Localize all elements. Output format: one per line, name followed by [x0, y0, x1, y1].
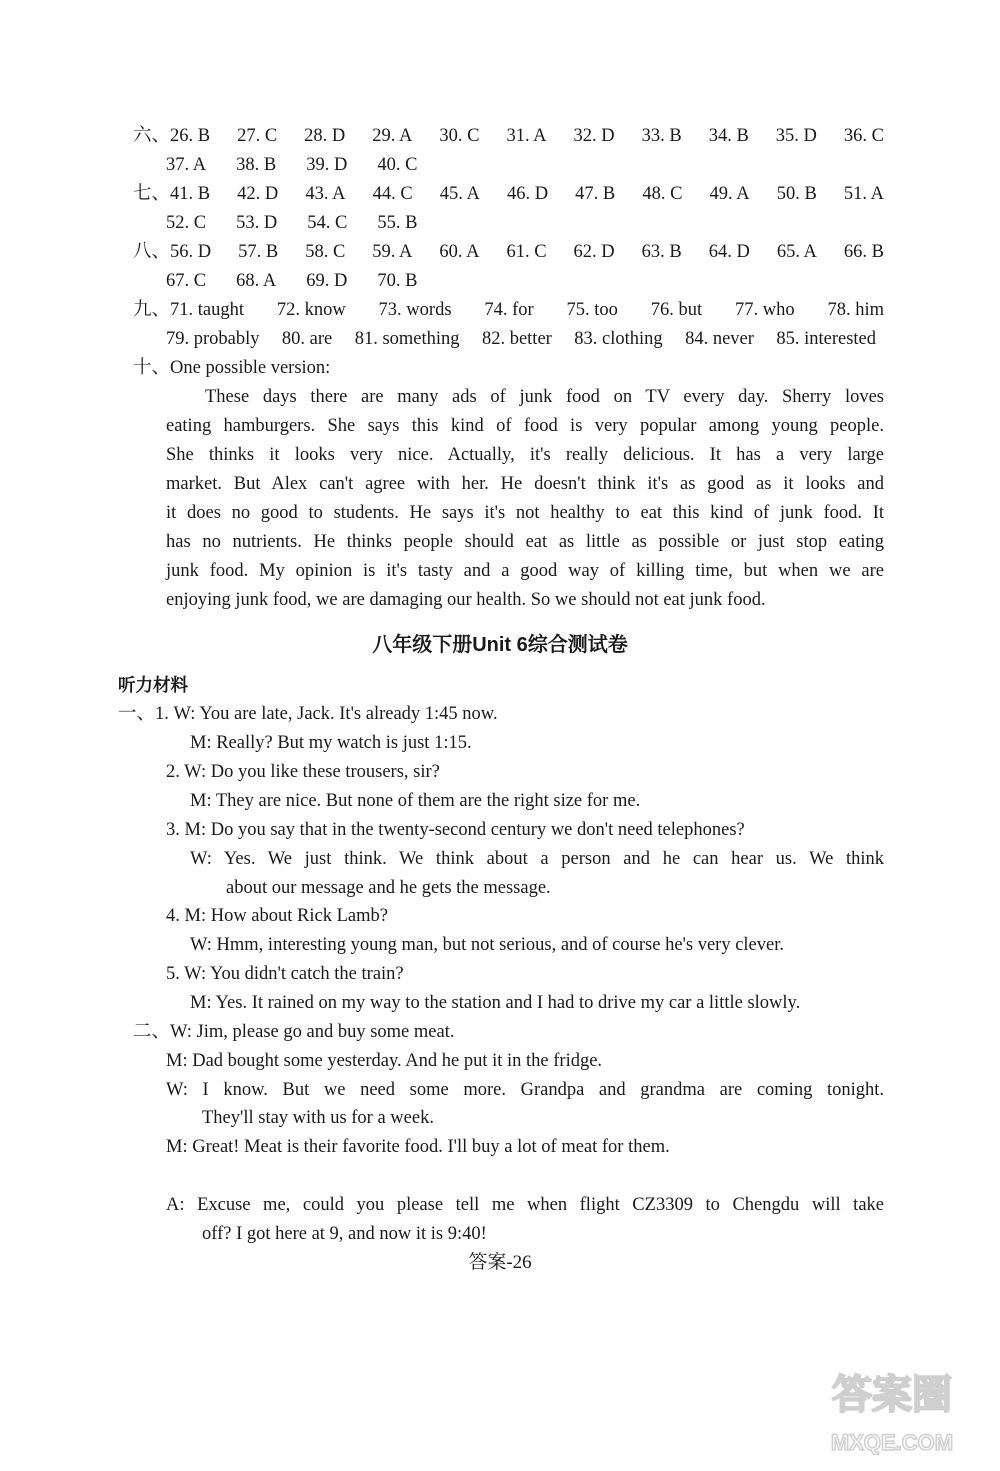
section-title: 八年级下册Unit 6综合测试卷 — [372, 634, 628, 656]
answer-item: 45. A — [439, 184, 480, 204]
answer-item: 32. D — [573, 126, 615, 146]
answer-item: 47. B — [575, 184, 616, 204]
answer-item: 35. D — [775, 126, 817, 146]
answer-item: 64. D — [708, 242, 750, 262]
answer-item: 59. A — [372, 242, 413, 262]
essay-line: These days there are many ads of junk food on TV every day. Sherry loves — [205, 387, 884, 407]
dialogue-line: They'll stay with us for a week. — [202, 1108, 434, 1128]
answer-item: 81. something — [354, 329, 460, 349]
essay-line: it does no good to students. He says it's not healthy to eat this kind of junk food. It — [166, 503, 884, 523]
dialogue-line: 5. W: You didn't catch the train? — [166, 964, 404, 984]
answer-item: 36. C — [843, 126, 884, 146]
answer-item: 68. A — [236, 271, 277, 291]
answer-item: 52. C — [166, 213, 207, 233]
answer-item: 76. but — [650, 300, 703, 320]
answer-item: 34. B — [708, 126, 749, 146]
answer-item: 33. B — [641, 126, 682, 146]
answer-item: 51. A — [843, 184, 884, 204]
answer-item: 30. C — [439, 126, 480, 146]
answer-item: 42. D — [237, 184, 279, 204]
answer-item: 28. D — [304, 126, 346, 146]
answer-item: 66. B — [843, 242, 884, 262]
answer-item: 48. C — [642, 184, 683, 204]
dialogue-line: A: Excuse me, could you please tell me when flight CZ3309 to Chengdu will take — [166, 1195, 884, 1215]
answer-item: 80. are — [281, 329, 333, 349]
answer-item: 九、71. taught — [133, 300, 244, 320]
answer-item: 27. C — [237, 126, 278, 146]
answer-item: 65. A — [776, 242, 817, 262]
watermark-logo — [812, 1350, 972, 1460]
essay-line: enjoying junk food, we are damaging our health. So we should not eat junk food. — [166, 590, 766, 610]
answer-item: 61. C — [506, 242, 547, 262]
dialogue-line: off? I got here at 9, and now it is 9:40! — [202, 1224, 487, 1244]
dialogue-line: M: Yes. It rained on my way to the station and I had to drive my car a little slowly. — [190, 993, 801, 1013]
dialogue-line: about our message and he gets the message. — [226, 878, 551, 898]
dialogue-line: 2. W: Do you like these trousers, sir? — [166, 762, 440, 782]
answer-item: 57. B — [238, 242, 279, 262]
answer-item: 53. D — [236, 213, 278, 233]
essay-line: She thinks it looks very nice. Actually, it's really delicious. It has a very large — [166, 445, 884, 465]
answer-item: 七、41. B — [133, 184, 211, 204]
dialogue-line: W: Hmm, interesting young man, but not serious, and of course he's very clever. — [190, 935, 784, 955]
answer-item: 37. A — [166, 155, 207, 175]
answer-item: 31. A — [506, 126, 547, 146]
answer-item: 60. A — [439, 242, 480, 262]
dialogue-line: W: Yes. We just think. We think about a person and he can hear us. We think — [190, 849, 884, 869]
answer-item: 69. D — [306, 271, 348, 291]
answer-item: 39. D — [306, 155, 348, 175]
listening-heading: 听力材料 — [118, 675, 188, 695]
essay-label: 十、One possible version: — [133, 358, 331, 378]
answer-item: 40. C — [377, 155, 418, 175]
answer-item: 67. C — [166, 271, 207, 291]
dialogue-line: W: I know. But we need some more. Grandpa and grandma are coming tonight. — [166, 1080, 884, 1100]
dialogue-line: M: Great! Meat is their favorite food. I'll buy a lot of meat for them. — [166, 1137, 670, 1157]
essay-line: junk food. My opinion is it's tasty and a good way of killing time, but when we are — [166, 561, 884, 581]
answer-item: 82. better — [481, 329, 552, 349]
watermark-url: MXQE.COM — [830, 1430, 954, 1455]
answer-item: 54. C — [307, 213, 348, 233]
answer-item: 74. for — [484, 300, 534, 320]
answer-item: 63. B — [641, 242, 682, 262]
answer-item: 72. know — [276, 300, 346, 320]
dialogue-line: 3. M: Do you say that in the twenty-second century we don't need telephones? — [166, 820, 745, 840]
answer-item: 44. C — [372, 184, 413, 204]
dialogue-line: 二、W: Jim, please go and buy some meat. — [133, 1022, 455, 1042]
answer-item: 70. B — [377, 271, 418, 291]
answer-item: 83. clothing — [574, 329, 663, 349]
answer-item: 73. words — [378, 300, 452, 320]
answer-item: 43. A — [305, 184, 346, 204]
answer-item: 29. A — [372, 126, 413, 146]
dialogue-line: M: They are nice. But none of them are the right size for me. — [190, 791, 641, 811]
dialogue-line: M: Dad bought some yesterday. And he put it in the fridge. — [166, 1051, 603, 1071]
answer-item: 49. A — [709, 184, 750, 204]
answer-item: 75. too — [566, 300, 618, 320]
answer-item: 38. B — [236, 155, 277, 175]
answer-item: 50. B — [776, 184, 817, 204]
essay-line: eating hamburgers. She says this kind of food is very popular among young people. — [166, 416, 884, 436]
answer-item: 55. B — [377, 213, 418, 233]
essay-line: market. But Alex can't agree with her. He doesn't think it's as good as it looks and — [166, 474, 884, 494]
answer-item: 78. him — [827, 300, 884, 320]
answer-item: 85. interested — [776, 329, 876, 349]
dialogue-line: M: Really? But my watch is just 1:15. — [190, 733, 472, 753]
page-number: 答案-26 — [468, 1252, 532, 1273]
answer-item: 79. probably — [166, 329, 260, 349]
answer-item: 58. C — [305, 242, 346, 262]
answer-item: 77. who — [735, 300, 795, 320]
answer-item: 六、26. B — [133, 126, 211, 146]
dialogue-line: 一、1. W: You are late, Jack. It's already 1:45 now. — [118, 704, 498, 724]
essay-line: has no nutrients. He thinks people should eat as little as possible or just stop eating — [166, 532, 884, 552]
answer-item: 84. never — [685, 329, 754, 349]
watermark-logo-text: 答案圈 — [832, 1372, 952, 1418]
answer-item: 62. D — [573, 242, 615, 262]
answer-item: 八、56. D — [133, 242, 212, 262]
answer-item: 46. D — [506, 184, 549, 204]
dialogue-line: 4. M: How about Rick Lamb? — [166, 906, 388, 926]
